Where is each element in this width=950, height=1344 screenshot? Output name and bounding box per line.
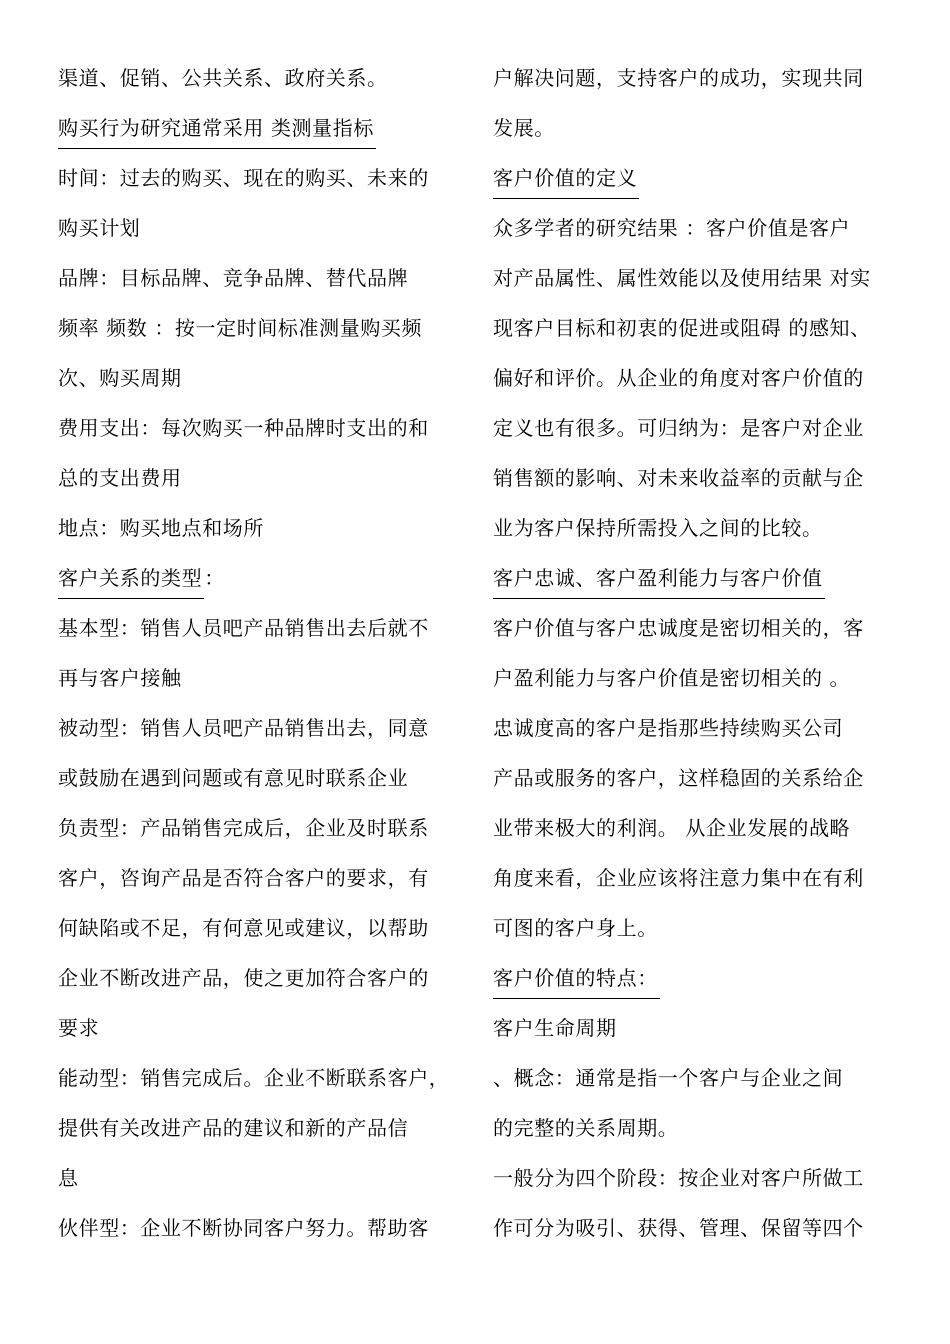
section-heading	[58, 555, 468, 605]
section-heading	[493, 955, 903, 1005]
right-column	[493, 55, 903, 1255]
text-line: 要求	[58, 1016, 100, 1040]
heading-colon: ：	[204, 566, 225, 590]
text-line: 息	[58, 1166, 79, 1190]
section-heading	[493, 155, 903, 205]
text-line: 偏好和评价。从企业的角度对客户价值的	[493, 366, 864, 390]
underlined-heading: 客户忠诚、客户盈利能力与客户价值	[493, 558, 825, 599]
text-line: 户解决问题，支持客户的成功，实现共同	[493, 66, 864, 90]
text-line: 次、购买周期	[58, 366, 182, 390]
text-line: 伙伴型：企业不断协同客户努力。帮助客	[58, 1216, 429, 1240]
text-line: 对产品属性、属性效能以及使用结果 对实	[493, 266, 871, 290]
underlined-heading: 购买行为研究通常采用 类测量指标	[58, 108, 376, 149]
text-line: 作可分为吸引、获得、管理、保留等四个	[493, 1216, 864, 1240]
text-line: 品牌：目标品牌、竞争品牌、替代品牌	[58, 266, 409, 290]
section-heading	[493, 555, 903, 605]
text-line: 户盈利能力与客户价值是密切相关的 。	[493, 666, 851, 690]
text-line: 再与客户接触	[58, 666, 182, 690]
text-line: 的完整的关系周期。	[493, 1116, 679, 1140]
text-line: 客户价值与客户忠诚度是密切相关的，客	[493, 616, 864, 640]
text-line: 能动型：销售完成后。企业不断联系客户，	[58, 1066, 450, 1090]
text-line: 发展。	[493, 116, 555, 140]
text-line: 基本型：销售人员吧产品销售出去后就不	[58, 616, 429, 640]
text-line: 业为客户保持所需投入之间的比较。	[493, 516, 823, 540]
underlined-heading: 客户关系的类型	[58, 558, 204, 599]
text-line: 时间：过去的购买、现在的购买、未来的	[58, 166, 429, 190]
text-line: 或鼓励在遇到问题或有意见时联系企业	[58, 766, 409, 790]
text-line: 定义也有很多。可归纳为：是客户对企业	[493, 416, 864, 440]
text-line: 何缺陷或不足，有何意见或建议，以帮助	[58, 916, 429, 940]
text-line: 企业不断改进产品，使之更加符合客户的	[58, 966, 429, 990]
text-line: 总的支出费用	[58, 466, 182, 490]
text-line: 可图的客户身上。	[493, 916, 658, 940]
text-line: 频率 频数 ：按一定时间标准测量购买频	[58, 316, 423, 340]
left-column	[58, 55, 468, 1255]
text-line: 地点：购买地点和场所	[58, 516, 264, 540]
text-line: 渠道、促销、公共关系、政府关系。	[58, 66, 388, 90]
text-line: 客户生命周期	[493, 1016, 617, 1040]
text-line: 一般分为四个阶段：按企业对客户所做工	[493, 1166, 864, 1190]
text-line: 、概念：通常是指一个客户与企业之间	[493, 1066, 844, 1090]
text-line: 众多学者的研究结果 ：客户价值是客户	[493, 216, 851, 240]
text-line: 购买计划	[58, 216, 141, 240]
text-line: 提供有关改进产品的建议和新的产品信	[58, 1116, 409, 1140]
text-line: 忠诚度高的客户是指那些持续购买公司	[493, 716, 844, 740]
text-line: 角度来看，企业应该将注意力集中在有利	[493, 866, 864, 890]
text-line: 被动型：销售人员吧产品销售出去，同意	[58, 716, 429, 740]
text-line: 现客户目标和初衷的促进或阻碍 的感知、	[493, 316, 871, 340]
text-line: 负责型：产品销售完成后，企业及时联系	[58, 816, 429, 840]
text-line: 产品或服务的客户，这样稳固的关系给企	[493, 766, 864, 790]
text-line: 销售额的影响、对未来收益率的贡献与企	[493, 466, 864, 490]
section-heading	[58, 105, 468, 155]
text-line: 业带来极大的利润。 从企业发展的战略	[493, 816, 851, 840]
underlined-heading: 客户价值的定义	[493, 158, 639, 199]
underlined-heading: 客户价值的特点：	[493, 958, 660, 999]
text-line: 费用支出：每次购买一种品牌时支出的和	[58, 416, 429, 440]
text-line: 客户，咨询产品是否符合客户的要求，有	[58, 866, 429, 890]
